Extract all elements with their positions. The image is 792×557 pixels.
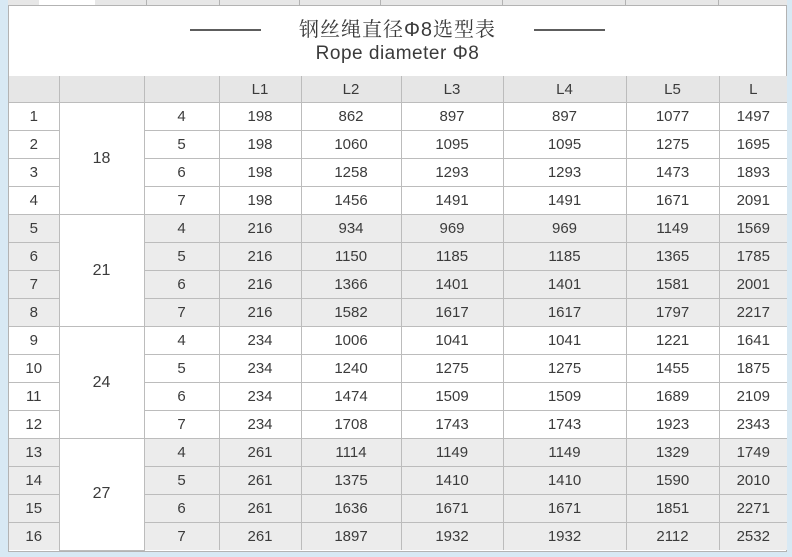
rope-selection-table (9, 76, 787, 551)
value-cell: 1582 (301, 299, 401, 327)
value-cell: 897 (503, 103, 626, 131)
value-cell: 1060 (301, 131, 401, 159)
value-cell: 1491 (401, 187, 503, 215)
value-cell: 897 (401, 103, 503, 131)
value-cell: 1410 (503, 467, 626, 495)
value-cell: 1708 (301, 411, 401, 439)
col-header-l3: L3 (401, 76, 503, 103)
falls-cell: 4 (144, 439, 219, 467)
value-cell: 1366 (301, 271, 401, 299)
falls-cell: 6 (144, 495, 219, 523)
value-cell: 1365 (626, 243, 719, 271)
row-number-cell: 12 (9, 411, 59, 439)
value-cell: 216 (219, 243, 301, 271)
value-cell: 234 (219, 383, 301, 411)
falls-cell: 5 (144, 243, 219, 271)
col-header-diameter (59, 76, 144, 103)
value-cell: 1293 (401, 159, 503, 187)
table-header (9, 76, 787, 103)
falls-cell: 4 (144, 327, 219, 355)
value-cell: 2091 (719, 187, 787, 215)
value-cell: 1401 (401, 271, 503, 299)
title-rule-left (190, 29, 261, 31)
col-header-row-number (9, 76, 59, 103)
value-cell: 1258 (301, 159, 401, 187)
value-cell: 2343 (719, 411, 787, 439)
title-zh: 钢丝绳直径Φ8选型表 (298, 18, 497, 41)
table-title (9, 6, 786, 76)
row-number-cell: 9 (9, 327, 59, 355)
value-cell: 1095 (503, 131, 626, 159)
value-cell: 1491 (503, 187, 626, 215)
falls-cell: 7 (144, 523, 219, 551)
value-cell: 1221 (626, 327, 719, 355)
col-header-l4: L4 (503, 76, 626, 103)
value-cell: 1114 (301, 439, 401, 467)
value-cell: 1590 (626, 467, 719, 495)
falls-cell: 4 (144, 215, 219, 243)
row-number-cell: 14 (9, 467, 59, 495)
falls-cell: 6 (144, 271, 219, 299)
value-cell: 198 (219, 103, 301, 131)
row-number-cell: 6 (9, 243, 59, 271)
value-cell: 1569 (719, 215, 787, 243)
value-cell: 1149 (401, 439, 503, 467)
divider (219, 0, 220, 5)
value-cell: 261 (219, 495, 301, 523)
value-cell: 1785 (719, 243, 787, 271)
diameter-group-cell: 27 (59, 439, 144, 551)
value-cell: 1671 (401, 495, 503, 523)
value-cell: 1077 (626, 103, 719, 131)
falls-cell: 5 (144, 355, 219, 383)
previous-table-white-cell (39, 0, 95, 5)
value-cell: 1695 (719, 131, 787, 159)
value-cell: 234 (219, 355, 301, 383)
title-rule-right (534, 29, 605, 31)
value-cell: 1897 (301, 523, 401, 551)
value-cell: 216 (219, 271, 301, 299)
value-cell: 1636 (301, 495, 401, 523)
falls-cell: 6 (144, 159, 219, 187)
row-number-cell: 3 (9, 159, 59, 187)
row-number-cell: 1 (9, 103, 59, 131)
row-number-cell: 11 (9, 383, 59, 411)
diameter-group-cell: 21 (59, 215, 144, 327)
value-cell: 216 (219, 215, 301, 243)
value-cell: 1041 (401, 327, 503, 355)
value-cell: 862 (301, 103, 401, 131)
diameter-group-cell: 18 (59, 103, 144, 215)
value-cell: 1617 (401, 299, 503, 327)
title-en: Rope diameter Φ8 (315, 42, 480, 64)
value-cell: 198 (219, 159, 301, 187)
col-header-l1: L1 (219, 76, 301, 103)
value-cell: 1743 (503, 411, 626, 439)
value-cell: 1875 (719, 355, 787, 383)
value-cell: 1932 (503, 523, 626, 551)
col-header-l5: L5 (626, 76, 719, 103)
row-number-cell: 8 (9, 299, 59, 327)
value-cell: 969 (503, 215, 626, 243)
value-cell: 1474 (301, 383, 401, 411)
value-cell: 1923 (626, 411, 719, 439)
value-cell: 1851 (626, 495, 719, 523)
value-cell: 1689 (626, 383, 719, 411)
value-cell: 1455 (626, 355, 719, 383)
table-body (9, 103, 787, 551)
col-header-l: L (719, 76, 787, 103)
value-cell: 1149 (503, 439, 626, 467)
value-cell: 198 (219, 187, 301, 215)
value-cell: 1743 (401, 411, 503, 439)
falls-cell: 5 (144, 131, 219, 159)
value-cell: 1401 (503, 271, 626, 299)
value-cell: 1509 (503, 383, 626, 411)
value-cell: 1617 (503, 299, 626, 327)
value-cell: 234 (219, 327, 301, 355)
row-number-cell: 2 (9, 131, 59, 159)
falls-cell: 5 (144, 467, 219, 495)
value-cell: 1797 (626, 299, 719, 327)
value-cell: 1275 (503, 355, 626, 383)
value-cell: 1185 (401, 243, 503, 271)
value-cell: 261 (219, 439, 301, 467)
value-cell: 934 (301, 215, 401, 243)
value-cell: 1473 (626, 159, 719, 187)
divider (299, 0, 300, 5)
value-cell: 1275 (626, 131, 719, 159)
falls-cell: 4 (144, 103, 219, 131)
value-cell: 1006 (301, 327, 401, 355)
value-cell: 1509 (401, 383, 503, 411)
value-cell: 2010 (719, 467, 787, 495)
value-cell: 1185 (503, 243, 626, 271)
value-cell: 1641 (719, 327, 787, 355)
table-row (9, 439, 787, 467)
value-cell: 234 (219, 411, 301, 439)
value-cell: 1497 (719, 103, 787, 131)
value-cell: 1671 (503, 495, 626, 523)
row-number-cell: 7 (9, 271, 59, 299)
row-number-cell: 10 (9, 355, 59, 383)
value-cell: 216 (219, 299, 301, 327)
divider (380, 0, 381, 5)
row-number-cell: 15 (9, 495, 59, 523)
divider (625, 0, 626, 5)
value-cell: 2271 (719, 495, 787, 523)
value-cell: 1150 (301, 243, 401, 271)
value-cell: 1275 (401, 355, 503, 383)
value-cell: 1581 (626, 271, 719, 299)
table-row (9, 103, 787, 131)
value-cell: 1749 (719, 439, 787, 467)
value-cell: 969 (401, 215, 503, 243)
value-cell: 1149 (626, 215, 719, 243)
value-cell: 1293 (503, 159, 626, 187)
value-cell: 261 (219, 523, 301, 551)
divider (718, 0, 719, 5)
diameter-group-cell: 24 (59, 327, 144, 439)
falls-cell: 7 (144, 299, 219, 327)
selection-table-sheet (8, 6, 787, 552)
falls-cell: 7 (144, 187, 219, 215)
value-cell: 198 (219, 131, 301, 159)
header-row (9, 76, 787, 103)
value-cell: 1240 (301, 355, 401, 383)
value-cell: 1095 (401, 131, 503, 159)
value-cell: 1410 (401, 467, 503, 495)
col-header-falls (144, 76, 219, 103)
row-number-cell: 4 (9, 187, 59, 215)
value-cell: 1375 (301, 467, 401, 495)
value-cell: 2217 (719, 299, 787, 327)
value-cell: 261 (219, 467, 301, 495)
value-cell: 2532 (719, 523, 787, 551)
value-cell: 1671 (626, 187, 719, 215)
value-cell: 2109 (719, 383, 787, 411)
table-row (9, 327, 787, 355)
value-cell: 1932 (401, 523, 503, 551)
value-cell: 1456 (301, 187, 401, 215)
divider (502, 0, 503, 5)
value-cell: 2001 (719, 271, 787, 299)
value-cell: 1329 (626, 439, 719, 467)
row-number-cell: 5 (9, 215, 59, 243)
divider (146, 0, 147, 5)
value-cell: 2112 (626, 523, 719, 551)
row-number-cell: 16 (9, 523, 59, 551)
row-number-cell: 13 (9, 439, 59, 467)
falls-cell: 6 (144, 383, 219, 411)
falls-cell: 7 (144, 411, 219, 439)
value-cell: 1041 (503, 327, 626, 355)
value-cell: 1893 (719, 159, 787, 187)
table-row (9, 215, 787, 243)
col-header-l2: L2 (301, 76, 401, 103)
